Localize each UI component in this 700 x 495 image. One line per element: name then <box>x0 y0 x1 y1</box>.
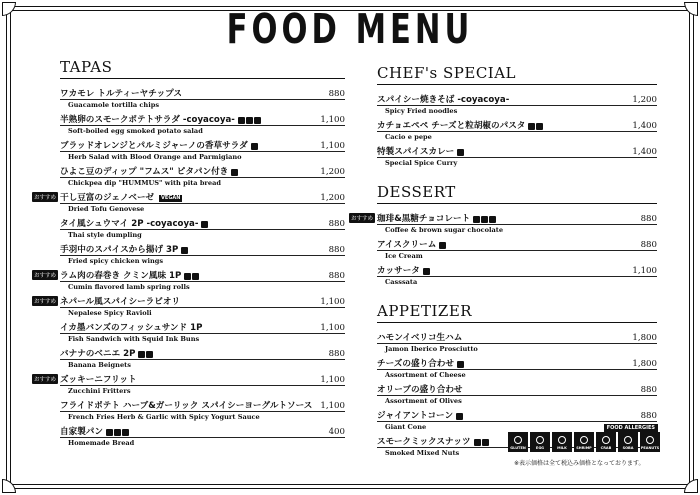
allergen-icon <box>536 436 544 444</box>
allergen-label: SHRIMP <box>576 446 592 450</box>
item-name-jp: ジャイアントコーン <box>377 411 454 421</box>
menu-item-row <box>60 371 345 386</box>
allergen-icon <box>246 117 253 124</box>
page-title: FOOD MENU <box>226 6 474 54</box>
item-name-jp: バナナのベニエ 2P <box>60 349 136 359</box>
item-name-en: Giant Cone <box>385 423 427 431</box>
menu-item <box>377 236 657 262</box>
chefs-special-section <box>377 64 657 169</box>
item-name-en: Soft-boiled egg smoked potato salad <box>68 127 203 135</box>
allergen-icon <box>558 436 566 444</box>
allergen-icon <box>146 351 153 358</box>
recommend-badge: おすすめ <box>349 213 375 223</box>
menu-item-row <box>60 397 345 412</box>
item-name-en: Homemade Bread <box>68 439 135 447</box>
allergen-icon <box>251 143 258 150</box>
menu-item <box>377 262 657 288</box>
item-name-en: Fried spicy chicken wings <box>68 257 164 265</box>
menu-item <box>60 423 345 449</box>
item-price: 880 <box>640 240 657 250</box>
item-name-jp: スモークミックスナッツ <box>377 437 471 447</box>
menu-item-row <box>377 143 657 158</box>
allergen-legend-shrimp <box>574 432 594 452</box>
item-name-jp: 自家製パン <box>60 427 103 437</box>
menu-item-row <box>60 345 345 360</box>
menu-item-row <box>377 236 657 251</box>
menu-item-row <box>377 210 657 225</box>
item-price: 880 <box>640 214 657 224</box>
item-price: 880 <box>328 245 345 255</box>
section-title: TAPAS <box>60 58 345 79</box>
item-name-en: Jamon Iberico Prosciutto <box>385 345 478 353</box>
menu-item <box>60 111 345 137</box>
item-name-jp: オリーブの盛り合わせ <box>377 385 463 395</box>
allergen-icon <box>138 351 145 358</box>
menu-item <box>60 215 345 241</box>
item-price: 1,100 <box>320 115 345 125</box>
item-name-en: Assortment of Cheese <box>385 371 466 379</box>
allergy-icons <box>181 248 188 255</box>
menu-item <box>60 397 345 423</box>
allergy-icons <box>184 274 199 281</box>
tax-note: ※表示価格は全て税込み価格となっております。 <box>514 460 645 467</box>
allergen-icon <box>192 273 199 280</box>
menu-item-row <box>377 117 657 132</box>
allergen-icon <box>624 436 632 444</box>
allergen-icon <box>473 216 480 223</box>
item-price: 400 <box>328 427 345 437</box>
allergen-icon <box>489 216 496 223</box>
item-name-en: French Fries Herb & Garlic with Spicy Yogurt Sauce <box>68 413 260 421</box>
allergy-icons <box>138 352 153 359</box>
item-name-en: Spicy Fried noodles <box>385 107 458 115</box>
allergen-label: GLUTEN <box>510 446 526 450</box>
item-name-jp: ブラッドオレンジとパルミジャーノの香草サラダ <box>60 141 248 151</box>
section-title: CHEF's SPECIAL <box>377 64 657 85</box>
allergen-icon <box>602 436 610 444</box>
menu-item-row <box>60 241 345 256</box>
item-name-en: Dried Tofu Genovese <box>68 205 145 213</box>
allergy-boxes <box>508 432 660 452</box>
recommend-badge: おすすめ <box>32 192 58 202</box>
item-name-jp: カチョエペペ チーズと粒胡椒のパスタ <box>377 121 526 131</box>
menu-item-row <box>60 423 345 438</box>
allergen-label: PEANUTS <box>640 446 660 450</box>
menu-item <box>34 293 345 319</box>
item-price: 1,200 <box>632 95 657 105</box>
menu-item <box>351 210 657 236</box>
menu-item <box>34 267 345 293</box>
menu-item-row <box>377 355 657 370</box>
item-name-en: Cumin flavored lamb spring rolls <box>68 283 190 291</box>
item-name-en: Casssata <box>385 278 418 286</box>
recommend-badge: おすすめ <box>32 374 58 384</box>
item-name-en: Banana Beignets <box>68 361 131 369</box>
left-column <box>34 58 345 463</box>
item-name-en: Coffee & brown sugar chocolate <box>385 226 504 234</box>
allergen-legend-egg <box>530 432 550 452</box>
allergen-legend-peanuts <box>640 432 660 452</box>
item-name-jp: カッサータ <box>377 266 420 276</box>
allergen-icon <box>474 439 481 446</box>
item-price: 1,100 <box>320 401 345 411</box>
menu-item-row <box>60 111 345 126</box>
allergy-icons <box>157 196 182 203</box>
item-price: 1,400 <box>632 147 657 157</box>
menu-item <box>377 355 657 381</box>
allergen-icon <box>456 413 463 420</box>
item-name-jp: 干し豆富のジェノベーゼ <box>60 193 155 203</box>
item-name-en: Zucchini Fritters <box>68 387 131 395</box>
allergen-icon <box>482 439 489 446</box>
item-name-jp: スパイシー焼きそば -coyacoya- <box>377 95 510 105</box>
item-name-jp: 珈琲&黒糖チョコレート <box>377 214 471 224</box>
item-name-jp: チーズの盛り合わせ <box>377 359 454 369</box>
menu-item-row <box>377 407 657 422</box>
allergy-icons <box>251 144 258 151</box>
item-name-en: Nepalese Spicy Ravioli <box>68 309 152 317</box>
item-name-en: Chickpea dip "HUMMUS" with pita bread <box>68 179 221 187</box>
allergen-icon <box>423 268 430 275</box>
allergen-icon <box>106 429 113 436</box>
allergen-label: MILK <box>557 446 567 450</box>
item-price: 880 <box>640 411 657 421</box>
vegan-badge: VEGAN <box>161 195 181 201</box>
menu-item-row <box>60 319 345 334</box>
menu-item <box>377 381 657 407</box>
allergy-icons <box>528 124 543 131</box>
item-name-en: Cacio e pepe <box>385 133 432 141</box>
menu-item <box>34 189 345 215</box>
menu-item-row <box>377 262 657 277</box>
item-price: 880 <box>328 349 345 359</box>
item-name-jp: ハモンイベリコ生ハム <box>377 333 463 343</box>
menu-item-row <box>60 293 345 308</box>
item-price: 1,100 <box>320 297 345 307</box>
item-name-jp: 特製スパイスカレー <box>377 147 455 157</box>
item-price: 1,800 <box>632 333 657 343</box>
menu-item <box>60 163 345 189</box>
allergy-icons <box>238 118 261 125</box>
item-name-jp: ひよこ豆のディップ "フムス" ピタパン付き <box>60 167 229 177</box>
allergen-icon <box>439 242 446 249</box>
item-price: 1,800 <box>632 359 657 369</box>
item-price: 880 <box>328 219 345 229</box>
menu-item <box>60 137 345 163</box>
allergen-icon <box>536 123 543 130</box>
allergen-legend-soba <box>618 432 638 452</box>
menu-item <box>377 91 657 117</box>
item-name-jp: 手羽中のスパイスから揚げ 3P <box>60 245 179 255</box>
item-name-jp: ネパール風スパイシーラビオリ <box>60 297 181 307</box>
item-price: 1,400 <box>632 121 657 131</box>
item-name-jp: ズッキーニフリット <box>60 375 137 385</box>
section-title: APPETIZER <box>377 302 657 323</box>
menu-item <box>60 345 345 371</box>
item-name-jp: フライドポテト ハーブ&ガーリック スパイシーヨーグルトソース <box>60 401 313 411</box>
menu-item <box>60 85 345 111</box>
menu-item-row <box>377 91 657 106</box>
item-name-jp: タイ風シュウマイ 2P -coyacoya- <box>60 219 199 229</box>
menu-item <box>60 319 345 345</box>
allergen-icon <box>231 169 238 176</box>
allergy-icons <box>457 362 464 369</box>
menu-item-row <box>377 381 657 396</box>
item-name-en: Assortment of Olives <box>385 397 462 405</box>
item-name-jp: アイスクリーム <box>377 240 437 250</box>
menu-item-row <box>60 189 345 204</box>
tapas-section <box>34 58 345 449</box>
allergen-icon <box>254 117 261 124</box>
allergen-icon <box>514 436 522 444</box>
allergy-icons <box>106 430 129 437</box>
item-price: 1,200 <box>320 167 345 177</box>
allergen-legend-crab <box>596 432 616 452</box>
section-title: DESSERT <box>377 183 657 204</box>
allergen-icon <box>201 221 208 228</box>
menu-item <box>377 143 657 169</box>
item-name-jp: イカ墨バンズのフィッシュサンド 1P <box>60 323 203 333</box>
allergy-icons <box>456 414 463 421</box>
allergy-label: FOOD ALLERGIES <box>604 424 658 432</box>
allergy-icons <box>201 222 208 229</box>
item-name-jp: 半熟卵のスモークポテトサラダ -coyacoya- <box>60 115 235 125</box>
item-name-en: Special Spice Curry <box>385 159 458 167</box>
right-column <box>351 64 660 473</box>
allergy-icons <box>457 150 464 157</box>
menu-item <box>377 117 657 143</box>
menu-item-row <box>377 329 657 344</box>
item-name-en: Fish Sandwich with Squid Ink Buns <box>68 335 200 343</box>
menu-item-row <box>60 137 345 152</box>
item-price: 1,100 <box>632 266 657 276</box>
allergen-icon <box>457 361 464 368</box>
allergy-legend <box>508 425 660 456</box>
allergen-label: CRAB <box>600 446 612 450</box>
menu-item <box>34 371 345 397</box>
menu-item-row <box>60 163 345 178</box>
menu-item-row <box>60 215 345 230</box>
item-name-en: Ice Cream <box>385 252 423 260</box>
allergen-icon <box>114 429 121 436</box>
allergen-icon <box>184 273 191 280</box>
allergen-icon <box>181 247 188 254</box>
item-price: 1,200 <box>320 193 345 203</box>
item-price: 880 <box>328 271 345 281</box>
dessert-section <box>351 183 657 288</box>
allergy-icons <box>474 440 489 447</box>
allergen-legend-milk <box>552 432 572 452</box>
allergen-icon <box>580 436 588 444</box>
menu-item-row <box>60 85 345 100</box>
recommend-badge: おすすめ <box>32 296 58 306</box>
allergen-icon <box>457 149 464 156</box>
allergen-legend-gluten <box>508 432 528 452</box>
item-name-jp: ワカモレ トルティーヤチップス <box>60 89 183 99</box>
item-price: 1,100 <box>320 323 345 333</box>
item-name-en: Smoked Mixed Nuts <box>385 449 460 457</box>
allergy-icons <box>423 269 430 276</box>
item-name-en: Thai style dumpling <box>68 231 142 239</box>
item-price: 1,100 <box>320 375 345 385</box>
allergen-icon <box>528 123 535 130</box>
allergen-label: EGG <box>535 446 545 450</box>
item-price: 1,100 <box>320 141 345 151</box>
menu-item <box>60 241 345 267</box>
allergen-icon <box>238 117 245 124</box>
allergy-icons <box>473 217 496 224</box>
allergen-icon <box>481 216 488 223</box>
item-name-en: Herb Salad with Blood Orange and Parmigiano <box>68 153 242 161</box>
item-price: 880 <box>640 385 657 395</box>
allergen-icon <box>122 429 129 436</box>
menu-item <box>377 329 657 355</box>
menu-item-row <box>60 267 345 282</box>
allergen-icon <box>646 436 654 444</box>
allergen-label: SOBA <box>622 446 634 450</box>
allergy-icons <box>439 243 446 250</box>
allergy-icons <box>231 170 238 177</box>
item-price: 880 <box>328 89 345 99</box>
item-name-jp: ラム肉の春巻き クミン風味 1P <box>60 271 182 281</box>
recommend-badge: おすすめ <box>32 270 58 280</box>
item-name-en: Guacamole tortilla chips <box>68 101 160 109</box>
